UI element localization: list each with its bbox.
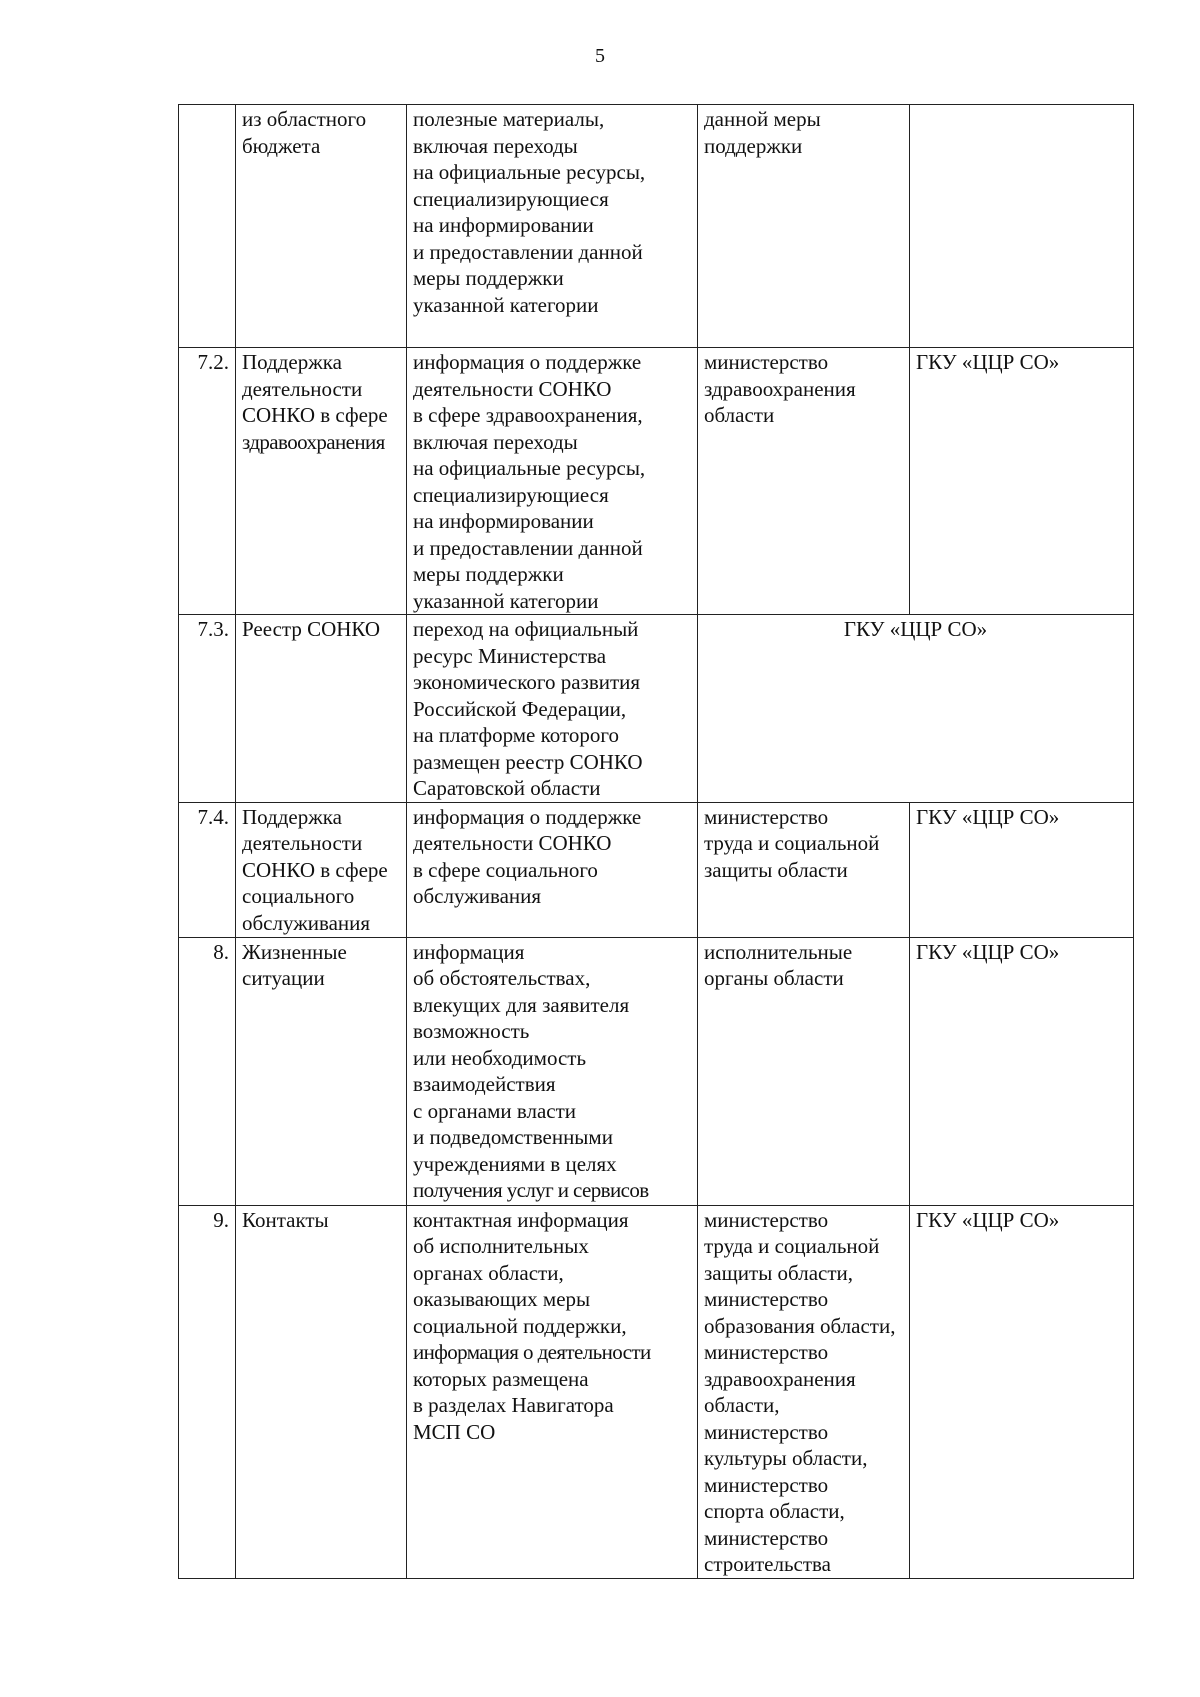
cell-text-line: данной меры: [704, 107, 821, 131]
cell-text-line: оказывающих меры: [413, 1287, 591, 1311]
cell-text-line: и предоставлении данной: [413, 535, 643, 560]
cell-text-line: Российской Федерации,: [413, 696, 627, 721]
table-body: [179, 105, 1134, 1579]
cell-text-line: на официальные ресурсы,: [413, 456, 646, 480]
cell-text-line: министерство: [704, 1287, 829, 1311]
cell-text-line: спорта области,: [704, 1499, 845, 1523]
cell-text-line: Контакты: [242, 1207, 329, 1232]
cell-text-line: указанной категории: [413, 292, 599, 317]
cell-text-line: здравоохранения: [704, 1366, 856, 1391]
cell-operator: [910, 937, 1134, 1205]
cell-text-line: на официальные ресурсы,: [413, 160, 646, 184]
table-row: [179, 1205, 1134, 1578]
cell-text-line: информация: [413, 939, 525, 964]
cell-text-line: исполнительные: [704, 939, 853, 964]
cell-text-line: на платформе которого: [413, 723, 619, 747]
cell-text-line: деятельности СОНКО: [413, 376, 612, 401]
cell-text-line: полезные материалы,: [413, 107, 605, 131]
cell-responsible: [698, 105, 910, 348]
cell-text-line: об обстоятельствах,: [413, 966, 591, 990]
cell-text-line: размещен реестр СОНКО: [413, 749, 643, 774]
cell-text-line: влекущих для заявителя: [413, 992, 630, 1017]
cell-content: [407, 937, 698, 1205]
cell-text-line: и подведомственными: [413, 1125, 613, 1149]
cell-text-line: получения услуг и сервисов: [413, 1178, 649, 1202]
cell-number: 7.4.: [179, 802, 236, 937]
cell-operator: [910, 105, 1134, 348]
document-table: [178, 104, 1134, 1579]
cell-text-line: информация о поддержке: [413, 350, 642, 374]
cell-text-line: указанной категории: [413, 588, 599, 613]
table-row: [179, 105, 1134, 348]
cell-text-line: социального: [242, 884, 355, 908]
cell-text-line: специализирующиеся: [413, 186, 609, 211]
cell-content: [407, 1205, 698, 1578]
cell-text-line: области,: [704, 1393, 780, 1417]
cell-text-line: и предоставлении данной: [413, 239, 643, 264]
cell-text-line: деятельности: [242, 831, 363, 855]
cell-text-line: строительства: [704, 1552, 832, 1576]
cell-text-line: включая переходы: [413, 429, 578, 454]
cell-text-line: Поддержка: [242, 350, 342, 374]
cell-text-line: об исполнительных: [413, 1234, 589, 1258]
cell-operator: [910, 802, 1134, 937]
cell-text-line: бюджета: [242, 133, 321, 158]
cell-number: [179, 105, 236, 348]
cell-text-line: учреждениями в целях: [413, 1151, 617, 1176]
cell-text-line: здравоохранения: [704, 376, 856, 401]
cell-text-line: ГКУ «ЦЦР СО»: [916, 804, 1060, 829]
cell-text-line: в сфере здравоохранения,: [413, 403, 643, 427]
cell-text-line: СОНКО в сфере: [242, 857, 388, 882]
cell-text-line: взаимодействия: [413, 1072, 556, 1096]
cell-text-line: контактная информация: [413, 1207, 629, 1232]
cell-text-line: или необходимость: [413, 1045, 587, 1070]
cell-merged-operator: ГКУ «ЦЦР СО»: [698, 615, 1134, 803]
cell-text-line: защиты области,: [704, 1260, 854, 1285]
cell-text-line: Поддержка: [242, 804, 342, 829]
cell-number: 8.: [179, 937, 236, 1205]
cell-text-line: социальной поддержки,: [413, 1313, 627, 1338]
page-number: 5: [595, 45, 605, 67]
cell-text-line: деятельности: [242, 376, 363, 401]
cell-text-line: на информировании: [413, 213, 594, 237]
cell-text-line: поддержки: [704, 133, 803, 158]
cell-text-line: защиты области: [704, 857, 848, 882]
table-row: [179, 802, 1134, 937]
cell-text-line: включая переходы: [413, 133, 578, 158]
cell-responsible: [698, 802, 910, 937]
cell-name: [236, 802, 407, 937]
cell-text-line: труда и социальной: [704, 1234, 880, 1258]
table-row: [179, 348, 1134, 615]
cell-responsible: [698, 348, 910, 615]
cell-text-line: специализирующиеся: [413, 482, 609, 507]
cell-text-line: образования области,: [704, 1313, 896, 1338]
cell-name: [236, 105, 407, 348]
cell-name: [236, 348, 407, 615]
cell-responsible: [698, 937, 910, 1205]
cell-text-line: ситуации: [242, 966, 325, 990]
cell-text-line: министерство: [704, 1419, 829, 1444]
cell-text-line: области: [704, 403, 775, 427]
cell-text-line: обслуживания: [413, 884, 542, 908]
cell-text-line: меры поддержки: [413, 562, 564, 586]
table-row: [179, 937, 1134, 1205]
cell-text-line: переход на официальный: [413, 617, 639, 641]
cell-text-line: из областного: [242, 107, 367, 131]
cell-text-line: министерство: [704, 1472, 829, 1497]
cell-text-line: Саратовской области: [413, 776, 601, 800]
cell-number: 7.3.: [179, 615, 236, 803]
cell-text-line: в разделах Навигатора: [413, 1393, 614, 1417]
cell-text-line: органы области: [704, 966, 844, 990]
cell-text-line: министерство: [704, 1207, 829, 1232]
cell-content: [407, 615, 698, 803]
cell-text-line: с органами власти: [413, 1098, 577, 1123]
cell-content: [407, 105, 698, 348]
cell-name: [236, 937, 407, 1205]
cell-text-line: деятельности СОНКО: [413, 831, 612, 855]
cell-responsible: [698, 1205, 910, 1578]
cell-text-line: на информировании: [413, 509, 594, 533]
cell-text-line: Реестр СОНКО: [242, 617, 381, 641]
cell-operator: [910, 348, 1134, 615]
cell-text-line: министерство: [704, 1340, 829, 1364]
cell-text-line: меры поддержки: [413, 266, 564, 290]
cell-text-line: культуры области,: [704, 1446, 868, 1470]
cell-text-line: обслуживания: [242, 910, 371, 935]
cell-number: 9.: [179, 1205, 236, 1578]
cell-text-line: министерство: [704, 350, 829, 374]
cell-number: 7.2.: [179, 348, 236, 615]
cell-text-line: возможность: [413, 1019, 530, 1043]
cell-text-line: ГКУ «ЦЦР СО»: [916, 1207, 1060, 1232]
cell-content: [407, 802, 698, 937]
cell-operator: [910, 1205, 1134, 1578]
cell-text-line: министерство: [704, 1525, 829, 1550]
cell-text-line: информация о деятельности: [413, 1340, 651, 1364]
cell-text-line: экономического развития: [413, 670, 641, 694]
cell-text-line: ресурс Министерства: [413, 643, 607, 668]
cell-text-line: ГКУ «ЦЦР СО»: [916, 350, 1060, 374]
cell-text-line: труда и социальной: [704, 831, 880, 855]
cell-text-line: органах области,: [413, 1260, 564, 1285]
table-row: [179, 615, 1134, 803]
cell-text-line: информация о поддержке: [413, 804, 642, 829]
cell-text-line: здравоохранения: [242, 429, 385, 454]
cell-name: [236, 615, 407, 803]
cell-text-line: ГКУ «ЦЦР СО»: [916, 939, 1060, 964]
cell-name: [236, 1205, 407, 1578]
cell-text-line: МСП СО: [413, 1419, 496, 1444]
cell-text-line: в сфере социального: [413, 857, 598, 882]
cell-text-line: которых размещена: [413, 1366, 589, 1391]
cell-text-line: Жизненные: [242, 939, 347, 964]
cell-text-line: СОНКО в сфере: [242, 403, 388, 427]
cell-text-line: министерство: [704, 804, 829, 829]
cell-content: [407, 348, 698, 615]
